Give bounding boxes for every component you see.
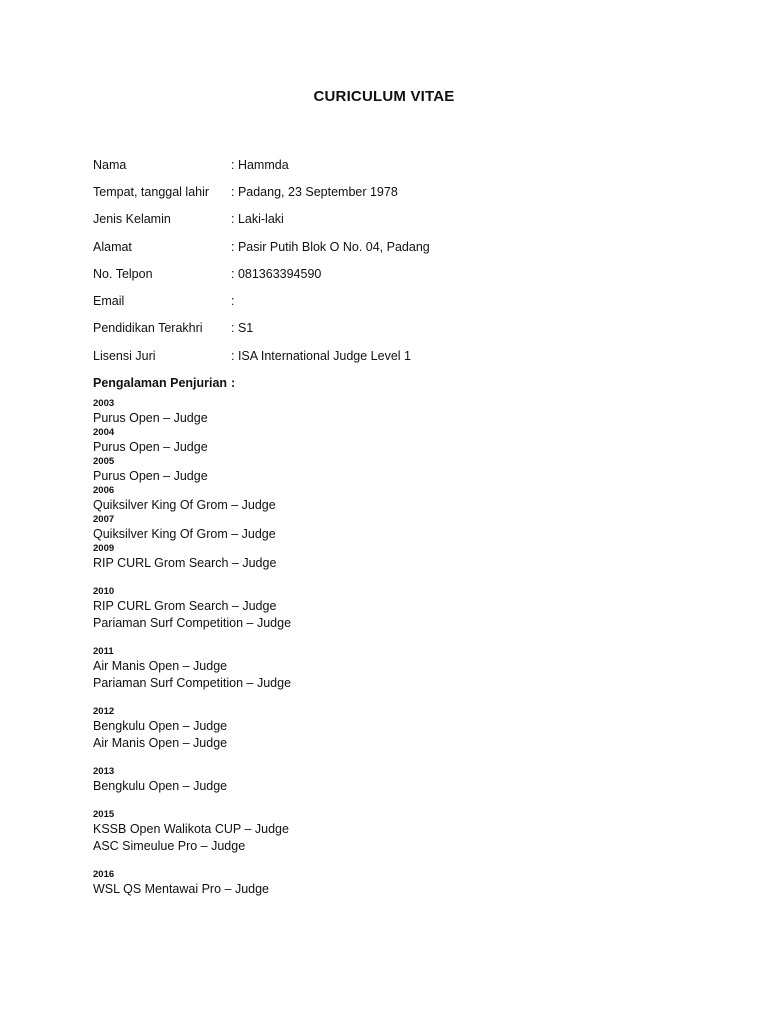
info-value: : Padang, 23 September 1978 [231,184,398,199]
experience-event: Purus Open – Judge [93,411,208,425]
experience-entry [93,586,693,632]
info-label: Alamat [93,239,132,254]
experience-year: 2009 [93,543,115,554]
experience-entry [93,809,693,855]
info-row-email [93,287,693,314]
experience-year: 2005 [93,456,115,467]
experience-entry [93,456,693,485]
experience-event: Bengkulu Open – Judge [93,779,228,793]
experience-year: 2012 [93,706,115,717]
experience-year: 2011 [93,646,114,657]
document-title: CURICULUM VITAE [313,88,455,105]
experience-entry [93,485,693,514]
info-value: : ISA International Judge Level 1 [231,348,411,363]
info-row-phone [93,260,693,287]
info-label: No. Telpon [93,266,153,281]
experience-entry [93,869,693,898]
experience-event: Air Manis Open – Judge [93,659,228,673]
experience-event: Purus Open – Judge [93,469,208,483]
experience-entry [93,706,693,752]
info-row-experience-heading [93,369,693,396]
info-row-education [93,315,693,342]
info-label: Tempat, tanggal lahir [93,184,210,199]
info-label: Pendidikan Terakhri [93,321,203,336]
info-value: : S1 [231,321,254,336]
experience-year: 2010 [93,586,115,597]
experience-event: RIP CURL Grom Search – Judge [93,556,277,570]
experience-event: Pariaman Surf Competition – Judge [93,676,292,690]
info-value: : Laki-laki [231,212,284,227]
experience-entry [93,766,693,795]
info-label: Jenis Kelamin [93,212,171,227]
experience-entry [93,514,693,543]
experience-year: 2003 [93,398,115,409]
experience-event: Purus Open – Judge [93,440,208,454]
experience-event: Quiksilver King Of Grom – Judge [93,498,276,512]
experience-entry [93,646,693,692]
experience-event: Bengkulu Open – Judge [93,719,228,733]
experience-event: Quiksilver King Of Grom – Judge [93,527,276,541]
experience-year: 2016 [93,869,115,880]
info-value: : [231,376,236,391]
info-row-address [93,233,693,260]
personal-info [93,151,693,397]
experience-list [93,398,693,898]
info-value: : [231,294,235,309]
experience-event: RIP CURL Grom Search – Judge [93,599,277,613]
experience-year: 2007 [93,514,115,525]
info-row-nama [93,151,693,178]
experience-event: KSSB Open Walikota CUP – Judge [93,822,289,836]
info-value: : 081363394590 [231,266,322,281]
info-row-gender [93,206,693,233]
info-row-birth [93,178,693,205]
experience-event: Air Manis Open – Judge [93,736,228,750]
experience-event: ASC Simeulue Pro – Judge [93,839,246,853]
experience-year: 2013 [93,766,115,777]
section-heading: Pengalaman Penjurian [93,376,228,391]
experience-entry [93,543,693,572]
experience-entry [93,427,693,456]
info-row-license [93,342,693,369]
info-value: : Pasir Putih Blok O No. 04, Padang [231,239,430,254]
experience-event: WSL QS Mentawai Pro – Judge [93,882,270,896]
experience-entry [93,398,693,427]
info-value: : Hammda [231,157,289,172]
experience-year: 2004 [93,427,115,438]
info-label: Nama [93,157,127,172]
info-label: Lisensi Juri [93,348,156,363]
experience-event: Pariaman Surf Competition – Judge [93,616,292,630]
experience-year: 2015 [93,809,115,820]
experience-year: 2006 [93,485,115,496]
info-label: Email [93,294,125,309]
